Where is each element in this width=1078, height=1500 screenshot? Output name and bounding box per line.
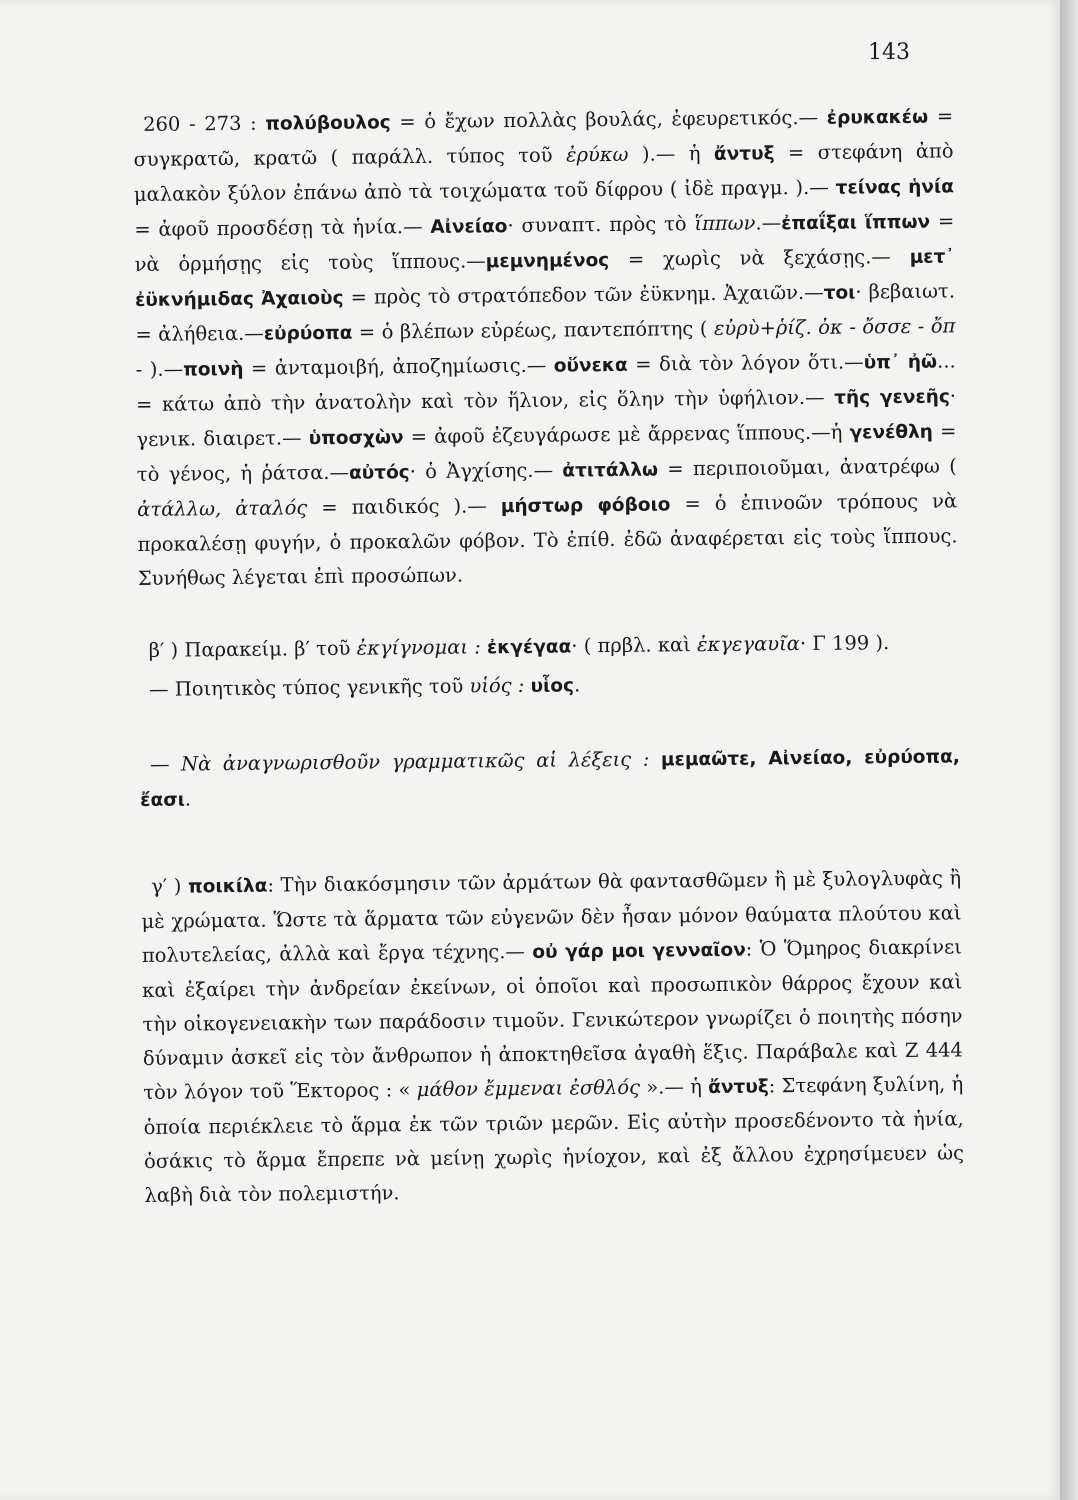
- lemma-term: ὑπ᾽ ἠῶ: [863, 351, 938, 374]
- text-run: = ὁ ἔχων πολλὰς βουλάς, ἐφευρετικός.—: [390, 105, 827, 134]
- lemma-term: Αἰνείαο: [430, 216, 508, 238]
- text-run: = ἀνταμοιβή, ἀποζημίωσις.—: [243, 353, 554, 380]
- commentary-paragraph-beta: [139, 625, 959, 669]
- italic-text: ἐκγίγνομαι :: [356, 635, 481, 660]
- text-run: [649, 748, 661, 771]
- lemma-term: ἄντυξ: [713, 143, 775, 165]
- text-run: ).— ἡ: [628, 141, 715, 166]
- text-run: = ὁ βλέπων εὐρέως, παντεπόπτης (: [352, 316, 715, 344]
- text-run: = ἀφοῦ ἐζευγάρωσε μὲ ἄρρενας ἵππους.—ἡ: [403, 420, 850, 449]
- text-run: = διὰ τὸν λόγον ὅτι.—: [627, 350, 864, 376]
- text-run: = χωρὶς νὰ ξεχάσῃς.—: [609, 244, 910, 272]
- text-run: .—: [755, 211, 782, 235]
- text-run: = συγκρατῶ, κρατῶ ( παράλλ. τύπος τοῦ: [133, 104, 954, 171]
- text-run: = ὁ ἐπινοῶν τρόπους νὰ προκαλέσῃ φυγήν, ὁ προκαλῶν φόβον. Τὸ ἐπίθ. ἐδῶ ἀναφέρεται εἰς τοὺς ἵππους. Συνήθως λέγεται ἐπὶ προσώπων.: [137, 489, 958, 590]
- commentary-paragraph-genitive-note: [139, 664, 959, 708]
- text-run: .: [184, 787, 192, 811]
- lemma-term: γενέθλη: [849, 421, 934, 444]
- italic-text: ἐκγεγαυῖα: [696, 632, 800, 657]
- lemma-term: μεμαῶτε, Αἰνείαο, εὐρύοπα, ἔασι: [140, 746, 960, 811]
- italic-text: ἐρύκω: [565, 142, 629, 167]
- text-run: = στεφάνη ἀπὸ μαλακὸν ξύλον ἐπάνω ἀπὸ τὰ τοιχώματα τοῦ δίφρου ( ἰδὲ πραγμ. ).—: [133, 139, 954, 206]
- text-run: γ′ ): [151, 874, 189, 898]
- italic-text: μάθον ἔμμεναι ἐσθλός: [416, 1075, 641, 1102]
- text-run: — Ποιητικὸς τύπος γενικῆς τοῦ: [148, 674, 470, 701]
- lemma-term: οὕνεκα: [553, 354, 628, 377]
- text-run: : Ὁ Ὅμηρος διακρίνει καὶ ἐξαίρει τὴν ἀνδρείαν ἐκείνων, οἱ ὁποῖοι καὶ προσωπικὸν θάρρος ἔχουν καὶ τὴν οἰκογενειακὴν των παράδοσιν τιμοῦν. Γενικώτερον γνωρίζει ὁ ποιητὴς πόσην δύναμιν ἀσκεῖ εἰς τὸν ἄνθρωπον ἡ ἀποκτηθεῖσα ἀγαθὴ ἕξις. Παράβαλε καὶ Ζ 444 τὸν λόγον τοῦ Ἕκτορος : «: [142, 935, 964, 1104]
- text-run: β′ ) Παρακείμ. β′ τοῦ: [148, 636, 357, 662]
- commentary-paragraph-exercise: [140, 739, 961, 818]
- lemma-term: μετ᾽ ἐϋκνήμιδας Ἀχαιοὺς: [134, 246, 955, 311]
- text-run: 260 - 273 :: [143, 111, 266, 136]
- commentary-paragraph-gamma: [141, 861, 965, 1213]
- page-number: 143: [868, 40, 910, 65]
- text-run: ).—: [142, 357, 184, 381]
- lemma-term: ἐρυκακέω: [826, 106, 929, 129]
- text-run: ».— ἡ: [639, 1075, 709, 1099]
- lemma-term: οὐ γάρ μοι γενναῖον: [532, 939, 746, 963]
- text-run: · βεβαιωτ. = ἀλήθεια.—: [135, 279, 956, 346]
- text-run: —: [149, 752, 182, 776]
- text-run: · συναπτ. πρὸς τὸ: [507, 212, 695, 238]
- italic-text: ἵππων: [694, 211, 756, 236]
- lemma-term: ὑποσχὼν: [308, 427, 404, 450]
- text-run: : Στεφάνη ξυλίνη, ἡ ὁποία περιέκλειε τὸ ἅρμα ἐκ τῶν τριῶν μερῶν. Εἰς αὐτὴν προσεδένοντο τὰ ἡνία, ὁσάκις τὸ ἅρμα ἔπρεπε νὰ μείνῃ χωρὶς ἡνίοχον, καὶ ἐξ ἄλλου ἐχρησίμευεν ὡς λαβὴ διὰ τὸν πολεμιστήν.: [143, 1072, 965, 1207]
- lemma-term: μήστωρ φόβοιο: [500, 494, 671, 518]
- lemma-term: πολύβουλος: [265, 112, 391, 135]
- lemma-term: υἷος: [530, 675, 575, 697]
- text-run: = περιποιοῦμαι, ἀνατρέφω (: [657, 454, 957, 481]
- text-run: · γενικ. διαιρετ.—: [136, 384, 957, 451]
- page-edge: [1060, 0, 1078, 1500]
- text-run: = πρὸς τὸ στρατόπεδον τῶν ἐϋκνημ. Ἀχαιῶν.—: [343, 280, 824, 309]
- text-run: = παιδικός ).—: [307, 494, 501, 520]
- lemma-term: ἄντυξ: [708, 1076, 769, 1099]
- italic-text: υἱός :: [469, 673, 525, 698]
- lemma-term: ἀτιτάλλω: [562, 459, 659, 482]
- text-run: · ( πρβλ. καὶ: [571, 633, 698, 658]
- text-run: = νὰ ὁρμήσῃς εἰς τοὺς ἵππους.—: [134, 209, 955, 276]
- text-run: · Γ 199 ).: [799, 631, 890, 656]
- lemma-term: εὐρύοπα: [263, 322, 353, 345]
- italic-text: Νὰ ἀναγνωρισθοῦν γραμματικῶς αἱ λέξεις :: [180, 747, 650, 776]
- lemma-term: μεμνημένος: [485, 250, 610, 273]
- text-run: .: [573, 673, 581, 697]
- commentary-paragraph-notes-260-273: [133, 99, 958, 596]
- italic-text: ἀτάλλω, ἀταλός: [137, 496, 308, 521]
- lemma-term: τῆς γενεῆς: [834, 386, 950, 409]
- lemma-term: τοι: [823, 282, 856, 304]
- text-run: = ἀφοῦ προσδέσῃ τὰ ἡνία.—: [134, 214, 431, 241]
- italic-text: εὐρὺ+ῥίζ. ὀκ - ὄσσε - ὄπ -: [135, 314, 956, 381]
- text-run: : Τὴν διακόσμησιν τῶν ἁρμάτων θὰ φαντασθῶμεν ἢ μὲ ξυλογλυφὰς ἢ μὲ χρώματα. Ὥστε τὰ ἅρματα τῶν εὐγενῶν δὲν ἦσαν μόνον θαύματα πλούτου καὶ πολυτελείας, ἀλλὰ καὶ ἔργα τέχνης.—: [141, 866, 962, 967]
- lemma-term: ἐπαΐξαι ἵππων: [781, 211, 931, 235]
- text-run: ... = κάτω ἀπὸ τὴν ἀνατολὴν καὶ τὸν ἥλιον, εἰς ὅλην τὴν ὑφήλιον.—: [135, 349, 956, 416]
- lemma-term: ποικίλα: [187, 875, 268, 898]
- text-run: · ὁ Ἀγχίσης.—: [409, 458, 563, 484]
- text-run: = τὸ γένος, ἡ ῥάτσα.—: [136, 419, 957, 486]
- lemma-term: τείνας ἡνία: [835, 176, 954, 199]
- lemma-term: ποινὴ: [183, 358, 244, 381]
- lemma-term: ἐκγέγαα: [486, 636, 572, 659]
- commentary-text: [133, 99, 965, 1213]
- lemma-term: αὐτός: [348, 462, 410, 484]
